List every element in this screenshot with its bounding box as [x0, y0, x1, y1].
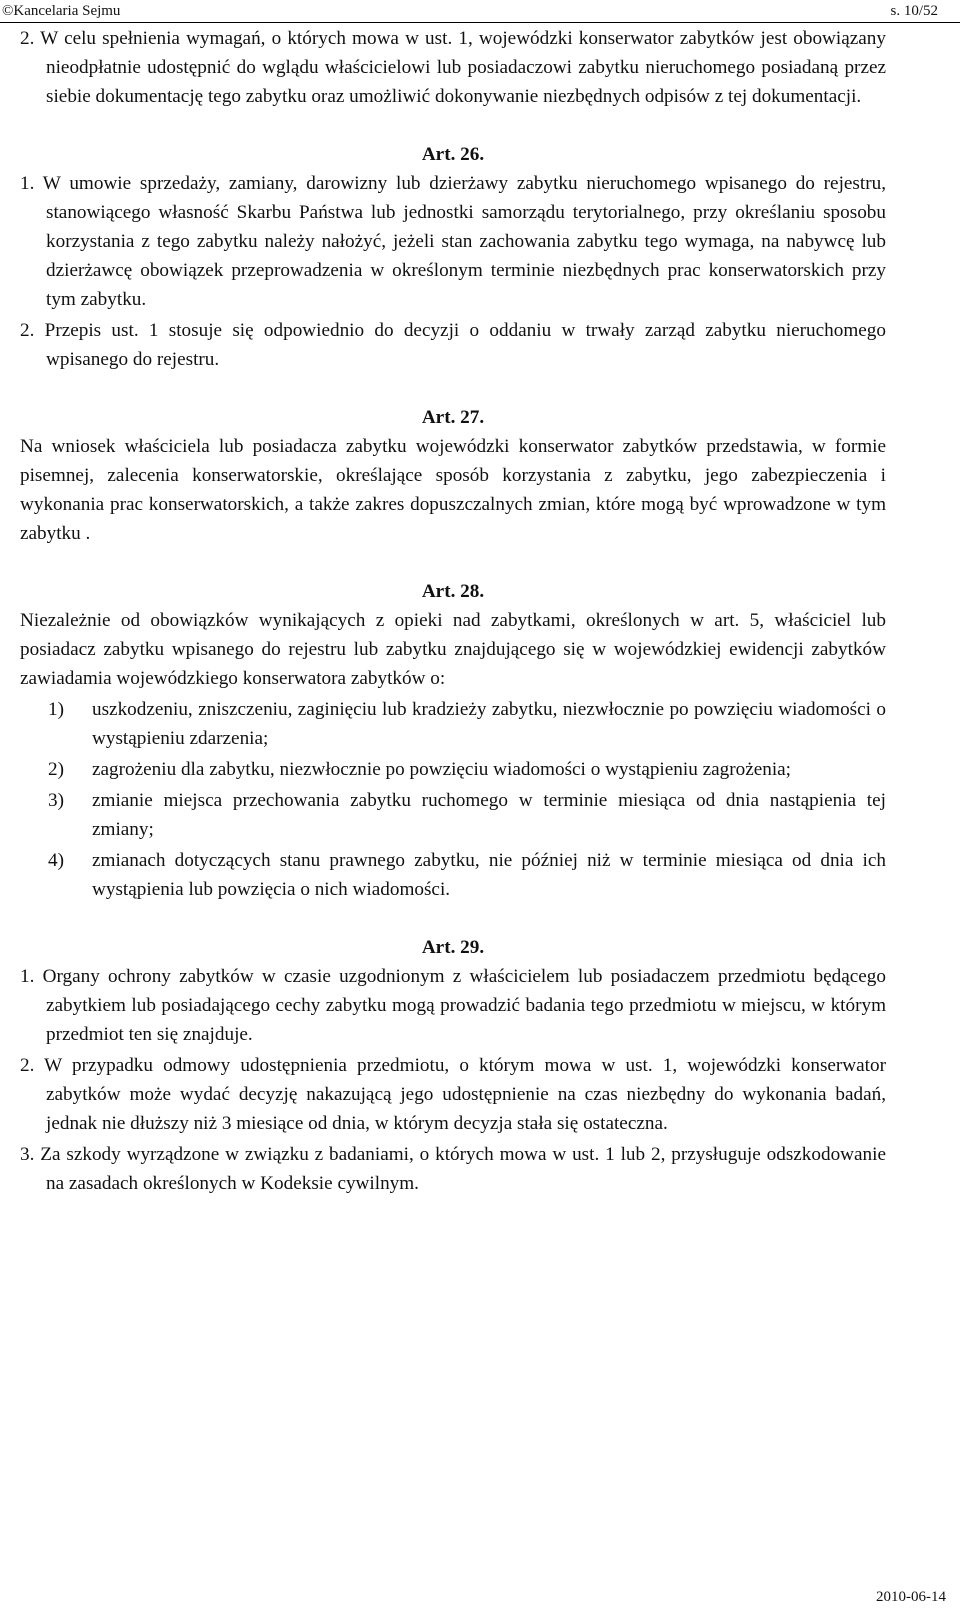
art29-paragraph-3: 3. Za szkody wyrządzone w związku z badaniami, o których mowa w ust. 1 lub 2, przysługuje odszkodowanie na zasadach określonych w Kodeksie cywilnym. [20, 1144, 886, 1194]
art27-paragraph: Na wniosek właściciela lub posiadacza zabytku wojewódzki konserwator zabytków przedstawia, w formie pisemnej, zalecenia konserwatorskie, określające sposób korzystania z zabytku, jego zabezpieczenia i wykonania prac konserwatorskich, a także zakres dopuszczalnych zmian, które mogą być wprowadzone w tym zabytku . [20, 436, 886, 544]
list-item [20, 755, 886, 784]
art29-paragraph-2: 2. W przypadku odmowy udostępnienia przedmiotu, o którym mowa w ust. 1, wojewódzki konserwator zabytków może wydać decyzję nakazującą jego udostępnienie na czas niezbędny do wykonania badań, jednak nie dłuższy niż 3 miesiące od dnia, w którym decyzja stała się ostateczna. [20, 1055, 886, 1134]
art28-list [20, 695, 886, 904]
page-header [0, 2, 960, 20]
list-item-text: zmianie miejsca przechowania zabytku ruchomego w terminie miesiąca od dnia nastąpienia tej zmiany; [92, 790, 886, 840]
article-29-heading: Art. 29. [421, 937, 485, 958]
list-item-number: 3) [48, 790, 64, 811]
list-item-text: uszkodzeniu, zniszczeniu, zaginięciu lub kradzieży zabytku, niezwłocznie po powzięciu wiadomości o wystąpieniu zdarzenia; [92, 699, 886, 749]
art29-paragraph-1: 1. Organy ochrony zabytków w czasie uzgodnionym z właścicielem lub posiadaczem przedmiotu będącego zabytkiem lub posiadającego cechy zabytku mogą prowadzić badania tego przedmiotu w miejscu, w którym przedmiot ten się znajduje. [20, 966, 886, 1045]
list-item-text: zmianach dotyczących stanu prawnego zabytku, nie później niż w terminie miesiąca od dnia ich wystąpienia lub powzięcia o nich wiadomości. [92, 850, 886, 900]
header-divider [0, 22, 960, 23]
header-page-number: s. 10/52 [890, 3, 938, 19]
art25-paragraph-2: 2. W celu spełnienia wymagań, o których mowa w ust. 1, wojewódzki konserwator zabytków jest obowiązany nieodpłatnie udostępnić do wglądu właścicielowi lub posiadaczowi zabytku nieruchomego posiadaną przez siebie dokumentację tego zabytku oraz umożliwić dokonywanie niezbędnych odpisów z tej dokumentacji. [20, 28, 886, 107]
art26-paragraph-2: 2. Przepis ust. 1 stosuje się odpowiednio do decyzji o oddaniu w trwały zarząd zabytku nieruchomego wpisanego do rejestru. [20, 320, 886, 370]
header-copyright: ©Kancelaria Sejmu [2, 3, 121, 19]
list-item [20, 695, 886, 753]
article-28-heading: Art. 28. [421, 581, 485, 602]
art26-paragraph-1: 1. W umowie sprzedaży, zamiany, darowizny lub dzierżawy zabytku nieruchomego wpisanego do rejestru, stanowiącego własność Skarbu Państwa lub jednostki samorządu terytorialnego, przy określaniu sposobu korzystania z tego zabytku należy nałożyć, jeżeli stan zachowania zabytku tego wymaga, na nabywcę lub dzierżawcę obowiązek przeprowadzenia w określonym terminie niezbędnych prac konserwatorskich przy tym zabytku. [20, 173, 886, 310]
footer-date: 2010-06-14 [876, 1589, 946, 1605]
document-body [20, 24, 886, 1198]
article-26-heading: Art. 26. [421, 144, 485, 165]
article-27-heading: Art. 27. [421, 407, 485, 428]
list-item-number: 4) [48, 850, 64, 871]
art28-intro: Niezależnie od obowiązków wynikających z opieki nad zabytkami, określonych w art. 5, właściciel lub posiadacz zabytku wpisanego do rejestru lub zabytku znajdującego się w wojewódzkiej ewidencji zabytków zawiadamia wojewódzkiego konserwatora zabytków o: [20, 610, 886, 689]
list-item-number: 1) [48, 699, 64, 720]
list-item-number: 2) [48, 759, 64, 780]
list-item-text: zagrożeniu dla zabytku, niezwłocznie po powzięciu wiadomości o wystąpieniu zagrożenia; [92, 759, 792, 780]
list-item [20, 846, 886, 904]
list-item [20, 786, 886, 844]
